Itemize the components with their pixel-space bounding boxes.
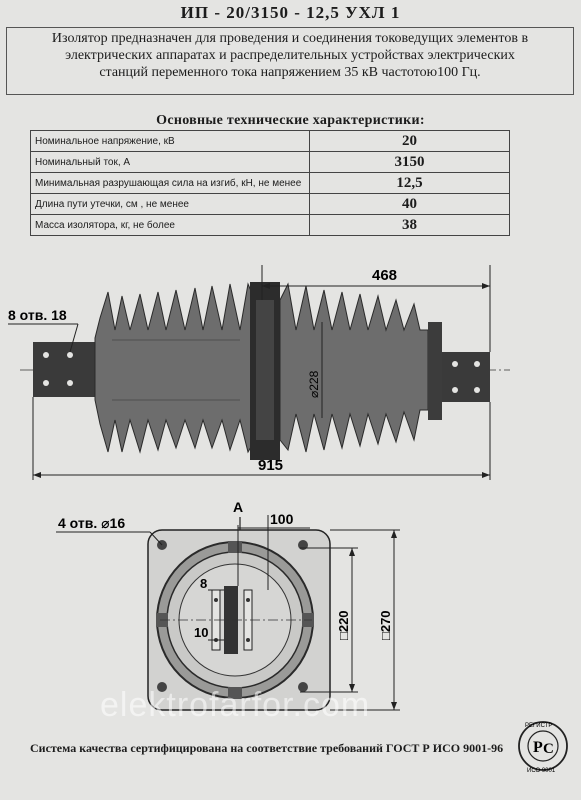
dim-220-label: □220	[336, 610, 351, 640]
right-sheds	[280, 284, 428, 452]
svg-text:ИСО 9001: ИСО 9001	[527, 768, 556, 774]
svg-text:С: С	[543, 741, 554, 757]
left-sheds	[95, 284, 255, 452]
spec-name: Номинальное напряжение, кВ	[31, 131, 310, 152]
description-line: Изолятор предназначен для проведения и соединения токоведущих элементов в	[51, 31, 529, 46]
spec-value: 40	[310, 194, 510, 215]
spec-name: Минимальная разрушающая сила на изгиб, кН, не менее	[31, 173, 310, 194]
right-terminal	[442, 352, 490, 402]
dim-100-label: 100	[270, 511, 294, 527]
description-line: электрических аппаратах и распределительных устройствах электрических	[65, 48, 515, 63]
view-a	[56, 499, 400, 710]
watermark: elektrofarfor.com	[100, 686, 371, 724]
spec-value: 38	[310, 215, 510, 236]
spec-name: Номинальный ток, А	[31, 152, 310, 173]
spec-value: 20	[310, 131, 510, 152]
specs-title: Основные технические характеристики:	[156, 113, 425, 128]
dim-468-label: 468	[372, 267, 398, 284]
dim-10-label: 10	[194, 625, 209, 640]
insulator-side-view	[8, 265, 510, 480]
diam-228-label: ⌀228	[307, 370, 321, 398]
page-title: ИП - 20/3150 - 12,5 УХЛ 1	[180, 3, 401, 22]
description-line: станций переменного тока напряжением 35 кВ частотою100 Гц.	[99, 65, 481, 80]
dim-270-label: □270	[378, 610, 393, 640]
spec-name: Масса изолятора, кг, не более	[31, 215, 310, 236]
svg-text:Р: Р	[533, 739, 543, 756]
spec-value: 12,5	[310, 173, 510, 194]
spec-name: Длина пути утечки, см , не менее	[31, 194, 310, 215]
spec-value: 3150	[310, 152, 510, 173]
dim-8-label: 8	[200, 576, 208, 591]
left-terminal	[33, 342, 95, 397]
view-a-label: А	[233, 499, 244, 515]
certification-footer: Система качества сертифицирована на соответствие требований ГОСТ Р ИСО 9001-96	[30, 741, 504, 755]
certification-stamp	[519, 722, 567, 774]
dim-915-label: 915	[258, 457, 284, 474]
flange-holes-label: 4 отв. ⌀16	[58, 515, 126, 531]
holes-label: 8 отв. 18	[8, 307, 67, 323]
svg-text:РЕГИСТР: РЕГИСТР	[525, 723, 553, 729]
